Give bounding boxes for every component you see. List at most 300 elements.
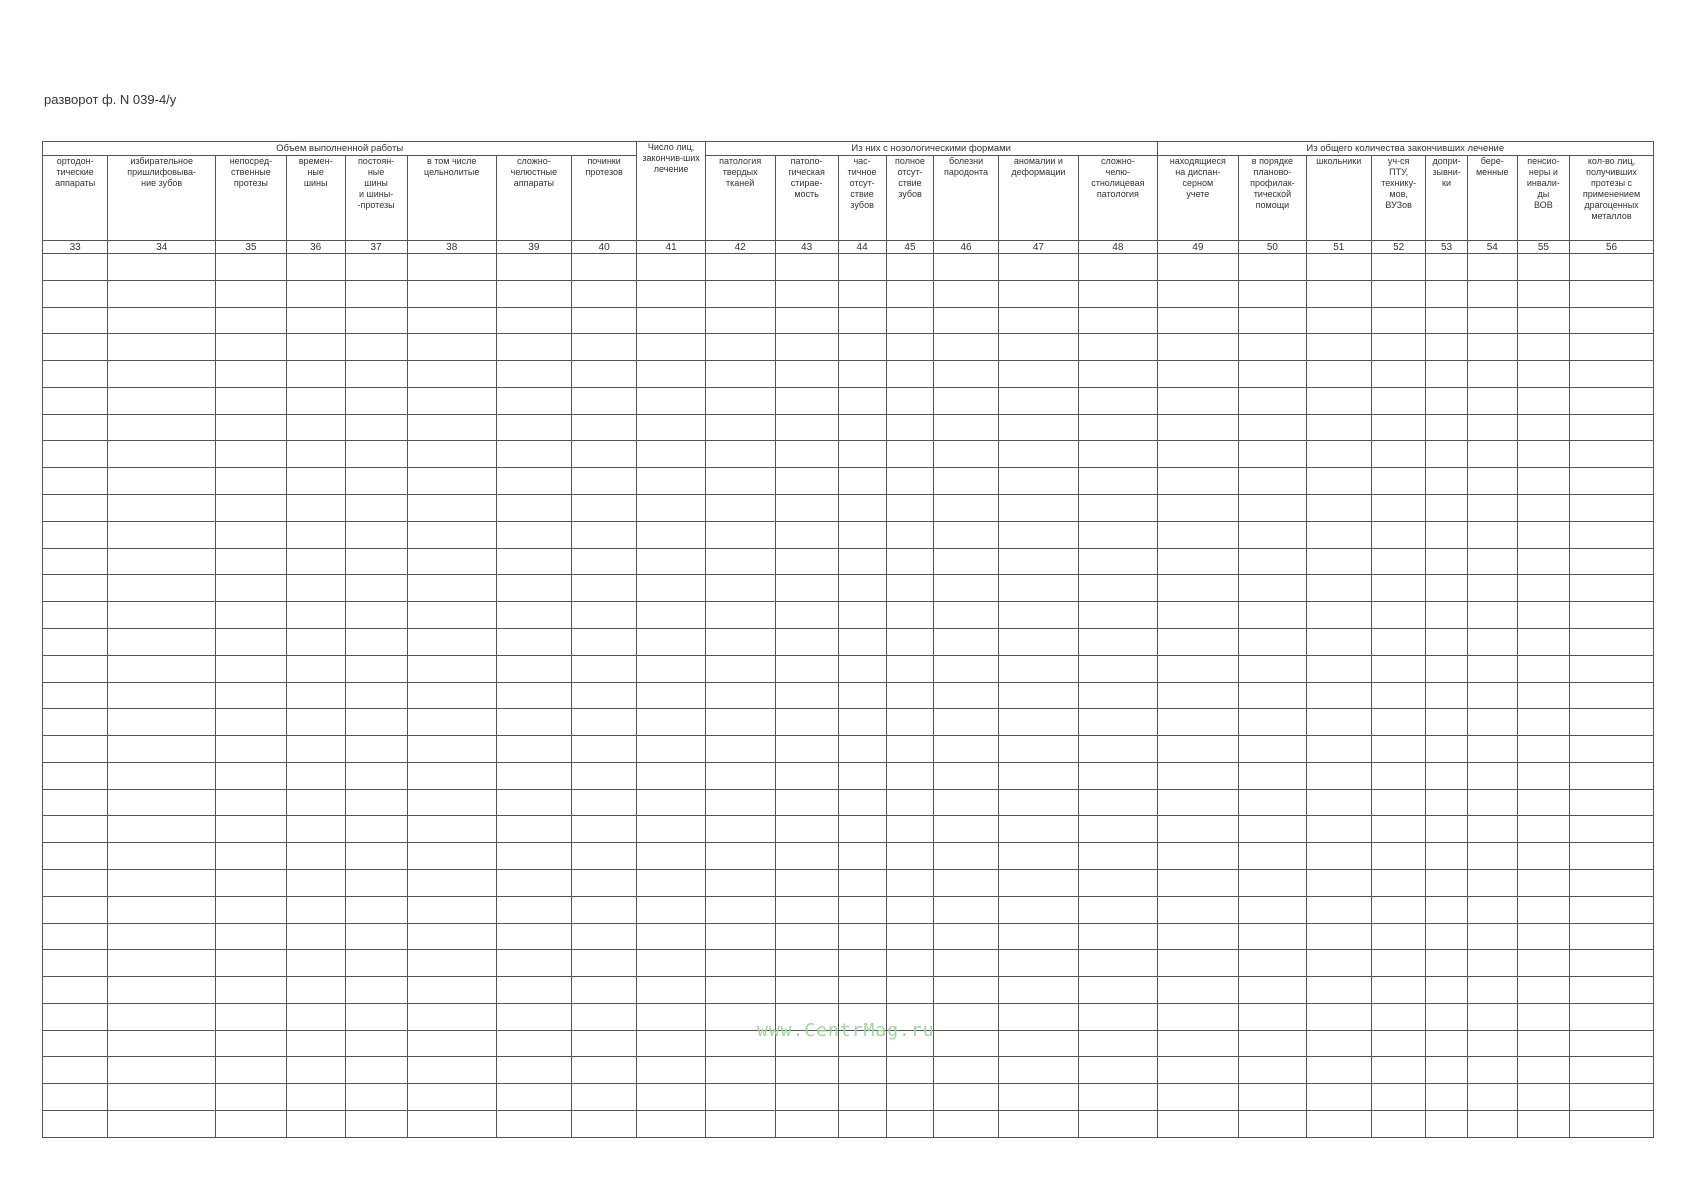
table-cell[interactable] (934, 361, 998, 388)
table-cell[interactable] (1517, 682, 1569, 709)
table-cell[interactable] (1371, 1084, 1425, 1111)
table-cell[interactable] (43, 869, 108, 896)
table-cell[interactable] (216, 682, 287, 709)
table-cell[interactable] (1467, 682, 1517, 709)
table-cell[interactable] (108, 682, 216, 709)
table-cell[interactable] (1570, 1111, 1654, 1138)
table-cell[interactable] (1239, 655, 1306, 682)
table-cell[interactable] (496, 280, 571, 307)
table-cell[interactable] (934, 762, 998, 789)
table-cell[interactable] (1079, 387, 1157, 414)
table-cell[interactable] (286, 548, 345, 575)
table-cell[interactable] (345, 495, 407, 522)
table-cell[interactable] (1306, 1111, 1371, 1138)
table-cell[interactable] (216, 521, 287, 548)
table-cell[interactable] (1239, 361, 1306, 388)
table-cell[interactable] (216, 280, 287, 307)
table-cell[interactable] (1079, 789, 1157, 816)
table-cell[interactable] (1467, 575, 1517, 602)
table-cell[interactable] (998, 789, 1079, 816)
table-cell[interactable] (496, 468, 571, 495)
table-cell[interactable] (496, 307, 571, 334)
table-cell[interactable] (886, 307, 934, 334)
table-cell[interactable] (1306, 950, 1371, 977)
table-cell[interactable] (496, 254, 571, 281)
table-cell[interactable] (998, 816, 1079, 843)
table-cell[interactable] (43, 1057, 108, 1084)
table-cell[interactable] (108, 334, 216, 361)
table-cell[interactable] (1306, 736, 1371, 763)
table-cell[interactable] (43, 495, 108, 522)
table-cell[interactable] (775, 923, 838, 950)
table-cell[interactable] (637, 548, 706, 575)
table-cell[interactable] (1467, 869, 1517, 896)
table-cell[interactable] (1371, 602, 1425, 629)
table-cell[interactable] (216, 869, 287, 896)
table-cell[interactable] (775, 869, 838, 896)
table-cell[interactable] (216, 1003, 287, 1030)
table-cell[interactable] (108, 869, 216, 896)
table-cell[interactable] (838, 816, 886, 843)
table-cell[interactable] (886, 977, 934, 1004)
table-cell[interactable] (345, 1030, 407, 1057)
table-cell[interactable] (637, 468, 706, 495)
table-cell[interactable] (286, 334, 345, 361)
table-cell[interactable] (838, 923, 886, 950)
table-cell[interactable] (43, 1084, 108, 1111)
table-cell[interactable] (571, 869, 636, 896)
table-cell[interactable] (1079, 441, 1157, 468)
table-cell[interactable] (838, 414, 886, 441)
table-cell[interactable] (1306, 843, 1371, 870)
table-cell[interactable] (886, 387, 934, 414)
table-cell[interactable] (1157, 495, 1239, 522)
table-cell[interactable] (775, 468, 838, 495)
table-cell[interactable] (1239, 602, 1306, 629)
table-cell[interactable] (1306, 468, 1371, 495)
table-cell[interactable] (345, 575, 407, 602)
table-cell[interactable] (1371, 896, 1425, 923)
table-cell[interactable] (637, 575, 706, 602)
table-cell[interactable] (1517, 977, 1569, 1004)
table-cell[interactable] (1239, 468, 1306, 495)
table-cell[interactable] (1426, 361, 1467, 388)
table-cell[interactable] (108, 762, 216, 789)
table-cell[interactable] (1239, 816, 1306, 843)
table-cell[interactable] (775, 843, 838, 870)
table-cell[interactable] (345, 307, 407, 334)
table-cell[interactable] (345, 789, 407, 816)
table-cell[interactable] (1517, 468, 1569, 495)
table-cell[interactable] (1157, 414, 1239, 441)
table-cell[interactable] (1157, 468, 1239, 495)
table-cell[interactable] (216, 468, 287, 495)
table-cell[interactable] (216, 387, 287, 414)
table-cell[interactable] (1517, 762, 1569, 789)
table-cell[interactable] (1371, 1003, 1425, 1030)
table-cell[interactable] (345, 387, 407, 414)
table-cell[interactable] (407, 1057, 496, 1084)
table-cell[interactable] (934, 575, 998, 602)
table-cell[interactable] (1079, 495, 1157, 522)
table-cell[interactable] (108, 602, 216, 629)
table-cell[interactable] (496, 736, 571, 763)
table-cell[interactable] (571, 602, 636, 629)
table-cell[interactable] (43, 307, 108, 334)
table-cell[interactable] (571, 254, 636, 281)
table-cell[interactable] (998, 280, 1079, 307)
table-cell[interactable] (1426, 869, 1467, 896)
table-cell[interactable] (43, 361, 108, 388)
table-cell[interactable] (1517, 923, 1569, 950)
table-cell[interactable] (1239, 709, 1306, 736)
table-cell[interactable] (998, 1084, 1079, 1111)
table-cell[interactable] (998, 441, 1079, 468)
table-cell[interactable] (571, 1057, 636, 1084)
table-cell[interactable] (838, 387, 886, 414)
table-cell[interactable] (1306, 254, 1371, 281)
table-cell[interactable] (43, 816, 108, 843)
table-cell[interactable] (108, 441, 216, 468)
table-cell[interactable] (838, 789, 886, 816)
table-cell[interactable] (637, 896, 706, 923)
table-cell[interactable] (1371, 950, 1425, 977)
table-cell[interactable] (838, 280, 886, 307)
table-cell[interactable] (838, 682, 886, 709)
table-cell[interactable] (1371, 334, 1425, 361)
table-cell[interactable] (108, 655, 216, 682)
table-cell[interactable] (216, 602, 287, 629)
table-cell[interactable] (705, 628, 775, 655)
table-cell[interactable] (1517, 950, 1569, 977)
table-cell[interactable] (886, 414, 934, 441)
table-cell[interactable] (1157, 843, 1239, 870)
table-cell[interactable] (1517, 736, 1569, 763)
table-cell[interactable] (571, 468, 636, 495)
table-cell[interactable] (1079, 414, 1157, 441)
table-cell[interactable] (1079, 843, 1157, 870)
table-cell[interactable] (1517, 843, 1569, 870)
table-cell[interactable] (286, 923, 345, 950)
table-cell[interactable] (1157, 521, 1239, 548)
table-cell[interactable] (1517, 414, 1569, 441)
table-cell[interactable] (1517, 521, 1569, 548)
table-cell[interactable] (934, 495, 998, 522)
table-cell[interactable] (1371, 869, 1425, 896)
table-cell[interactable] (934, 468, 998, 495)
table-cell[interactable] (934, 387, 998, 414)
table-cell[interactable] (345, 468, 407, 495)
table-cell[interactable] (775, 1057, 838, 1084)
table-cell[interactable] (1570, 682, 1654, 709)
table-cell[interactable] (1306, 307, 1371, 334)
table-cell[interactable] (1570, 548, 1654, 575)
table-cell[interactable] (1079, 655, 1157, 682)
table-cell[interactable] (775, 361, 838, 388)
table-cell[interactable] (1306, 495, 1371, 522)
table-cell[interactable] (1570, 307, 1654, 334)
table-cell[interactable] (775, 896, 838, 923)
table-cell[interactable] (108, 414, 216, 441)
table-cell[interactable] (1467, 495, 1517, 522)
table-cell[interactable] (998, 869, 1079, 896)
table-cell[interactable] (496, 682, 571, 709)
table-cell[interactable] (775, 548, 838, 575)
table-cell[interactable] (1306, 1057, 1371, 1084)
table-cell[interactable] (886, 1084, 934, 1111)
table-cell[interactable] (496, 923, 571, 950)
table-cell[interactable] (1570, 280, 1654, 307)
table-cell[interactable] (1371, 1111, 1425, 1138)
table-cell[interactable] (1306, 361, 1371, 388)
table-cell[interactable] (407, 869, 496, 896)
table-cell[interactable] (1239, 950, 1306, 977)
table-cell[interactable] (886, 1057, 934, 1084)
table-cell[interactable] (637, 709, 706, 736)
table-cell[interactable] (1371, 414, 1425, 441)
table-cell[interactable] (286, 896, 345, 923)
table-cell[interactable] (216, 254, 287, 281)
table-cell[interactable] (1570, 977, 1654, 1004)
table-cell[interactable] (637, 307, 706, 334)
table-cell[interactable] (1371, 923, 1425, 950)
table-cell[interactable] (1517, 1111, 1569, 1138)
table-cell[interactable] (286, 709, 345, 736)
table-cell[interactable] (345, 548, 407, 575)
table-cell[interactable] (705, 789, 775, 816)
table-cell[interactable] (886, 869, 934, 896)
table-cell[interactable] (345, 843, 407, 870)
table-cell[interactable] (1426, 468, 1467, 495)
table-cell[interactable] (108, 495, 216, 522)
table-cell[interactable] (407, 495, 496, 522)
table-cell[interactable] (216, 414, 287, 441)
table-cell[interactable] (407, 602, 496, 629)
table-cell[interactable] (637, 280, 706, 307)
table-cell[interactable] (1157, 762, 1239, 789)
table-cell[interactable] (705, 923, 775, 950)
table-cell[interactable] (934, 682, 998, 709)
table-cell[interactable] (1517, 1030, 1569, 1057)
table-cell[interactable] (1426, 387, 1467, 414)
table-cell[interactable] (705, 254, 775, 281)
table-cell[interactable] (286, 441, 345, 468)
table-cell[interactable] (216, 1111, 287, 1138)
table-cell[interactable] (705, 468, 775, 495)
table-cell[interactable] (775, 950, 838, 977)
table-cell[interactable] (1570, 602, 1654, 629)
table-cell[interactable] (407, 521, 496, 548)
table-cell[interactable] (43, 575, 108, 602)
table-cell[interactable] (286, 254, 345, 281)
table-cell[interactable] (1306, 709, 1371, 736)
table-cell[interactable] (496, 1084, 571, 1111)
table-cell[interactable] (838, 521, 886, 548)
table-cell[interactable] (1306, 387, 1371, 414)
table-cell[interactable] (1467, 468, 1517, 495)
table-cell[interactable] (934, 736, 998, 763)
table-cell[interactable] (407, 682, 496, 709)
table-cell[interactable] (886, 843, 934, 870)
table-cell[interactable] (1239, 521, 1306, 548)
table-cell[interactable] (43, 655, 108, 682)
table-cell[interactable] (1467, 923, 1517, 950)
table-cell[interactable] (43, 387, 108, 414)
table-cell[interactable] (1157, 628, 1239, 655)
table-cell[interactable] (1426, 441, 1467, 468)
table-cell[interactable] (838, 628, 886, 655)
table-cell[interactable] (998, 682, 1079, 709)
table-cell[interactable] (1467, 1111, 1517, 1138)
table-cell[interactable] (998, 575, 1079, 602)
table-cell[interactable] (1079, 736, 1157, 763)
table-cell[interactable] (1079, 709, 1157, 736)
table-cell[interactable] (108, 307, 216, 334)
table-cell[interactable] (571, 682, 636, 709)
table-cell[interactable] (838, 468, 886, 495)
table-cell[interactable] (571, 280, 636, 307)
table-cell[interactable] (407, 1111, 496, 1138)
table-cell[interactable] (775, 682, 838, 709)
table-cell[interactable] (886, 575, 934, 602)
table-cell[interactable] (571, 575, 636, 602)
table-cell[interactable] (775, 280, 838, 307)
table-cell[interactable] (1157, 361, 1239, 388)
table-cell[interactable] (934, 977, 998, 1004)
table-cell[interactable] (1157, 1111, 1239, 1138)
table-cell[interactable] (1570, 1003, 1654, 1030)
table-cell[interactable] (345, 977, 407, 1004)
table-cell[interactable] (705, 495, 775, 522)
table-cell[interactable] (216, 334, 287, 361)
table-cell[interactable] (496, 387, 571, 414)
table-cell[interactable] (1079, 1003, 1157, 1030)
table-cell[interactable] (496, 575, 571, 602)
table-cell[interactable] (838, 1084, 886, 1111)
table-cell[interactable] (286, 387, 345, 414)
table-cell[interactable] (1306, 762, 1371, 789)
table-cell[interactable] (1079, 628, 1157, 655)
table-cell[interactable] (1239, 414, 1306, 441)
table-cell[interactable] (571, 1030, 636, 1057)
table-cell[interactable] (838, 307, 886, 334)
table-cell[interactable] (705, 950, 775, 977)
table-cell[interactable] (1371, 709, 1425, 736)
table-cell[interactable] (1426, 1111, 1467, 1138)
table-cell[interactable] (1239, 548, 1306, 575)
table-cell[interactable] (775, 977, 838, 1004)
table-cell[interactable] (286, 521, 345, 548)
table-cell[interactable] (108, 1030, 216, 1057)
table-cell[interactable] (286, 468, 345, 495)
table-cell[interactable] (1371, 682, 1425, 709)
table-cell[interactable] (1306, 682, 1371, 709)
table-cell[interactable] (1570, 1057, 1654, 1084)
table-cell[interactable] (1157, 977, 1239, 1004)
table-cell[interactable] (1570, 575, 1654, 602)
table-cell[interactable] (1426, 548, 1467, 575)
table-cell[interactable] (1467, 762, 1517, 789)
table-cell[interactable] (216, 495, 287, 522)
table-cell[interactable] (43, 628, 108, 655)
table-cell[interactable] (838, 334, 886, 361)
table-cell[interactable] (1239, 1111, 1306, 1138)
table-cell[interactable] (108, 1111, 216, 1138)
table-cell[interactable] (1371, 977, 1425, 1004)
table-cell[interactable] (838, 896, 886, 923)
table-cell[interactable] (637, 655, 706, 682)
table-cell[interactable] (637, 602, 706, 629)
table-cell[interactable] (216, 736, 287, 763)
table-cell[interactable] (637, 1111, 706, 1138)
table-cell[interactable] (43, 548, 108, 575)
table-cell[interactable] (886, 548, 934, 575)
table-cell[interactable] (1517, 816, 1569, 843)
table-cell[interactable] (1371, 495, 1425, 522)
table-cell[interactable] (1157, 441, 1239, 468)
table-cell[interactable] (108, 254, 216, 281)
table-cell[interactable] (407, 1003, 496, 1030)
table-cell[interactable] (345, 414, 407, 441)
table-cell[interactable] (838, 254, 886, 281)
table-cell[interactable] (496, 441, 571, 468)
table-cell[interactable] (286, 575, 345, 602)
table-cell[interactable] (934, 1084, 998, 1111)
table-cell[interactable] (886, 896, 934, 923)
table-cell[interactable] (496, 521, 571, 548)
table-cell[interactable] (1467, 254, 1517, 281)
table-cell[interactable] (775, 414, 838, 441)
table-cell[interactable] (1517, 548, 1569, 575)
table-cell[interactable] (43, 950, 108, 977)
table-cell[interactable] (1371, 1057, 1425, 1084)
table-cell[interactable] (934, 548, 998, 575)
table-cell[interactable] (998, 414, 1079, 441)
table-cell[interactable] (407, 307, 496, 334)
table-cell[interactable] (934, 441, 998, 468)
table-cell[interactable] (345, 923, 407, 950)
table-cell[interactable] (43, 280, 108, 307)
table-cell[interactable] (1079, 816, 1157, 843)
table-cell[interactable] (1157, 709, 1239, 736)
table-cell[interactable] (1239, 628, 1306, 655)
table-cell[interactable] (108, 843, 216, 870)
table-cell[interactable] (775, 387, 838, 414)
table-cell[interactable] (345, 736, 407, 763)
table-cell[interactable] (1157, 950, 1239, 977)
table-cell[interactable] (43, 896, 108, 923)
table-cell[interactable] (43, 334, 108, 361)
table-cell[interactable] (838, 950, 886, 977)
table-cell[interactable] (1239, 575, 1306, 602)
table-cell[interactable] (407, 387, 496, 414)
table-cell[interactable] (998, 521, 1079, 548)
table-cell[interactable] (286, 361, 345, 388)
table-cell[interactable] (571, 709, 636, 736)
table-cell[interactable] (1570, 816, 1654, 843)
table-cell[interactable] (775, 816, 838, 843)
table-cell[interactable] (571, 736, 636, 763)
table-cell[interactable] (1157, 1030, 1239, 1057)
table-cell[interactable] (1079, 361, 1157, 388)
table-cell[interactable] (1467, 950, 1517, 977)
table-cell[interactable] (1306, 280, 1371, 307)
table-cell[interactable] (496, 361, 571, 388)
table-cell[interactable] (43, 441, 108, 468)
table-cell[interactable] (838, 361, 886, 388)
table-cell[interactable] (571, 789, 636, 816)
table-cell[interactable] (1517, 307, 1569, 334)
